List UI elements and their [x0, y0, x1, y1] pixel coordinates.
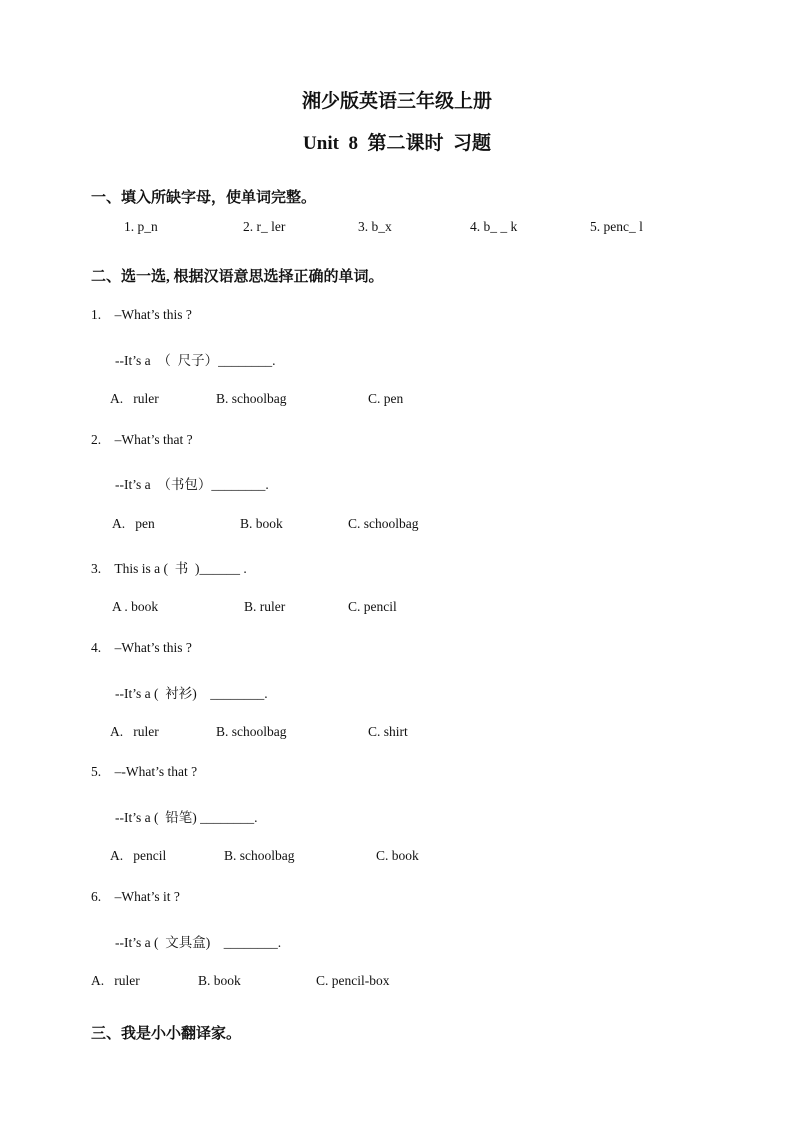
answer-line-5: --It’s a ( 铅笔) ________.	[115, 810, 258, 825]
section-2-heading: 二、选一选, 根据汉语意思选择正确的单词。	[91, 269, 384, 285]
question-4: 4. –What’s this ?	[91, 640, 192, 655]
fill-item-5: 5. penc_ l	[590, 219, 643, 234]
option-2-b: B. book	[240, 516, 283, 531]
option-1-c: C. pen	[368, 391, 404, 406]
fill-item-3: 3. b_x	[358, 219, 392, 234]
fill-item-2: 2. r_ ler	[243, 219, 286, 234]
option-4-b: B. schoolbag	[216, 724, 287, 739]
option-5-b: B. schoolbag	[224, 848, 295, 863]
option-3-a: A . book	[112, 599, 159, 614]
section-1-heading: 一、填入所缺字母，使单词完整。	[91, 190, 317, 206]
option-6-c: C. pencil-box	[316, 973, 390, 988]
option-3-c: C. pencil	[348, 599, 397, 614]
question-6: 6. –What’s it ?	[91, 889, 180, 904]
option-4-a: A. ruler	[110, 724, 159, 739]
option-1-b: B. schoolbag	[216, 391, 287, 406]
section-3-heading: 三、我是小小翻译家。	[91, 1026, 242, 1042]
option-5-c: C. book	[376, 848, 419, 863]
answer-line-6: --It’s a ( 文具盒) ________.	[115, 935, 282, 950]
answer-line-4: --It’s a ( 衬衫) ________.	[115, 686, 268, 701]
question-3: 3. This is a ( 书 )______ .	[91, 561, 247, 576]
option-2-a: A. pen	[112, 516, 155, 531]
fill-item-1: 1. p_n	[124, 219, 158, 234]
option-2-c: C. schoolbag	[348, 516, 419, 531]
answer-line-2: --It’s a （书包）________.	[115, 477, 269, 492]
answer-line-1: --It’s a （ 尺子）________.	[115, 353, 276, 368]
option-6-a: A. ruler	[91, 973, 140, 988]
question-2: 2. –What’s that ?	[91, 432, 193, 447]
question-5: 5. –-What’s that ?	[91, 764, 198, 779]
page-title: 湘少版英语三年级上册	[301, 91, 492, 112]
option-6-b: B. book	[198, 973, 241, 988]
option-1-a: A. ruler	[110, 391, 159, 406]
page-subtitle: Unit 8 第二课时 习题	[303, 133, 491, 154]
option-3-b: B. ruler	[244, 599, 286, 614]
question-1: 1. –What’s this ?	[91, 307, 192, 322]
option-4-c: C. shirt	[368, 724, 408, 739]
option-5-a: A. pencil	[110, 848, 167, 863]
fill-item-4: 4. b_ _ k	[470, 219, 518, 234]
